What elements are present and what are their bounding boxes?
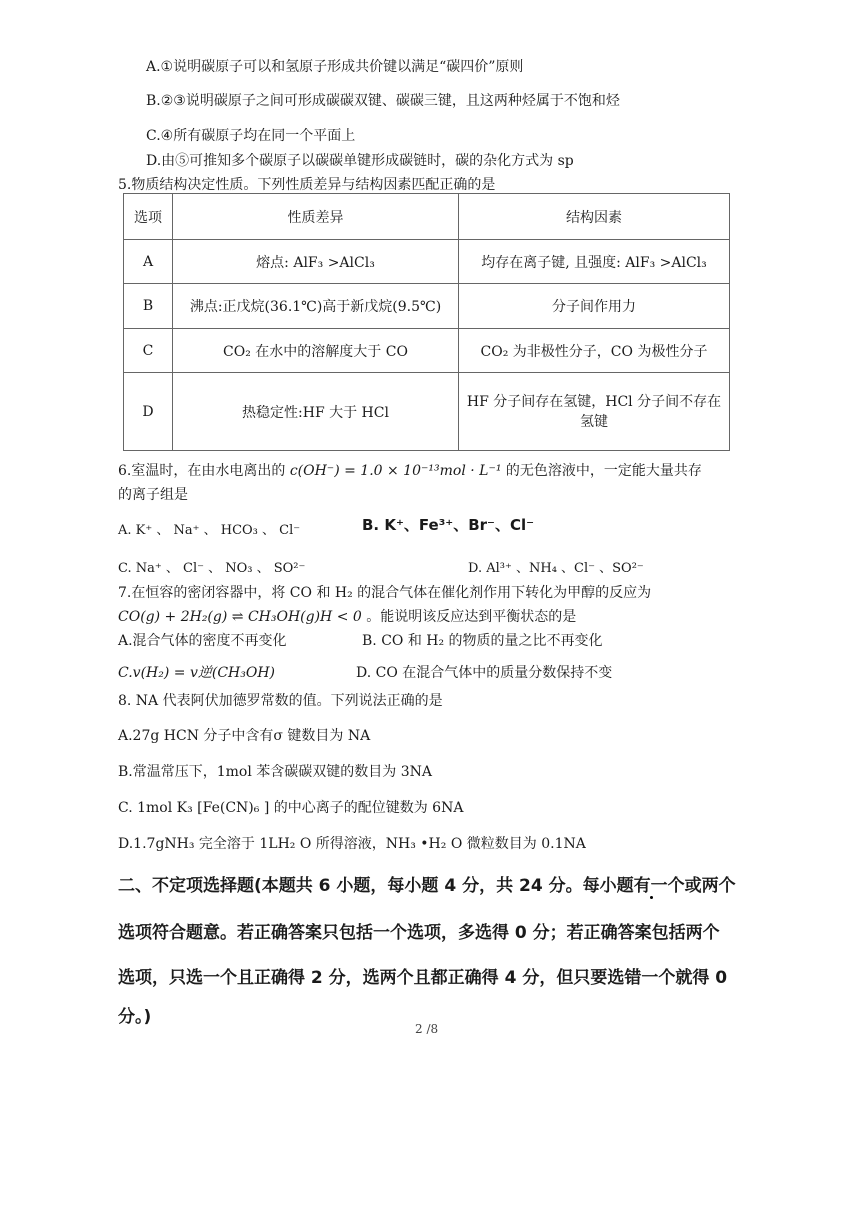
q6-formula: c(OH⁻) = 1.0 × 10⁻¹³mol · L⁻¹ [289, 463, 502, 479]
table-row [124, 373, 730, 451]
row-option: B [124, 284, 173, 329]
row-property: 熔点: AlF₃ >AlCl₃ [173, 240, 459, 284]
q4-option-a: A.①说明碳原子可以和氢原子形成共价键以满足“碳四价”原则 [146, 59, 524, 75]
q6-option-c: C. Na⁺ 、 Cl⁻ 、 NO₃ 、 SO²⁻ [118, 561, 306, 576]
row-option: A [124, 240, 173, 284]
section2-line4: 分。) [118, 1007, 152, 1027]
header-cause: 结构因素 [459, 194, 730, 240]
q8-stem: 8. NA 代表阿伏加德罗常数的值。下列说法正确的是 [118, 693, 443, 709]
q6-stem-post: 的无色溶液中，一定能大量共存 [505, 463, 702, 479]
row-property: 沸点:正戊烷(36.1℃)高于新戊烷(9.5℃) [173, 284, 459, 329]
q5-stem: 5.物质结构决定性质。下列性质差异与结构因素匹配正确的是 [118, 177, 496, 193]
q6-option-d: D. Al³⁺ 、NH₄ 、Cl⁻ 、SO²⁻ [468, 561, 644, 576]
q7-option-d: D. CO 在混合气体中的质量分数保持不变 [356, 665, 613, 681]
q8-option-c: C. 1mol K₃ [Fe(CN)₆ ] 的中心离子的配位键数为 6NA [118, 800, 464, 816]
row-cause: 均存在离子键, 且强度: AlF₃ >AlCl₃ [459, 240, 730, 284]
section2-line3: 选项，只选一个且正确得 2 分，选两个且都正确得 4 分，但只要选错一个就得 0 [118, 968, 728, 988]
header-property: 性质差异 [173, 194, 459, 240]
q7-line1: 7.在恒容的密闭容器中，将 CO 和 H₂ 的混合气体在催化剂作用下转化为甲醇的反应为 [118, 585, 652, 601]
q6-stem-pre: 6.室温时，在由水电离出的 [118, 463, 286, 479]
header-option: 选项 [124, 194, 173, 240]
q6-option-b: B. K⁺、Fe³⁺、Br⁻、Cl⁻ [362, 516, 535, 534]
table-row [124, 240, 730, 284]
section2-line1: 二、不定项选择题(本题共 6 小题，每小题 4 分，共 24 分。每小题有一个或两个 [118, 876, 736, 896]
table-row [124, 284, 730, 329]
page-number: 2 /8 [415, 1022, 439, 1036]
q6-line2: 的离子组是 [118, 487, 188, 503]
q7-option-b: B. CO 和 H₂ 的物质的量之比不再变化 [362, 633, 603, 649]
q4-option-b: B.②③说明碳原子之间可形成碳碳双键、碳碳三键，且这两种烃属于不饱和烃 [146, 93, 620, 109]
q5-table [123, 193, 730, 451]
row-property: 热稳定性:HF 大于 HCl [173, 373, 459, 451]
q6-line1 [118, 460, 702, 480]
q8-option-b: B.常温常压下，1mol 苯含碳碳双键的数目为 3NA [118, 764, 432, 780]
q8-option-a: A.27g HCN 分子中含有σ 键数目为 NA [118, 728, 371, 744]
q4-option-c: C.④所有碳原子均在同一个平面上 [146, 128, 356, 144]
q4-option-d: D.由⑤可推知多个碳原子以碳碳单键形成碳链时，碳的杂化方式为 sp [146, 153, 574, 169]
row-cause: 分子间作用力 [459, 284, 730, 329]
q7-stem-post: 。能说明该反应达到平衡状态的是 [366, 609, 577, 625]
table-row [124, 329, 730, 373]
q6-option-a: A. K⁺ 、 Na⁺ 、 HCO₃ 、 Cl⁻ [118, 523, 301, 538]
table-header-row [124, 194, 730, 240]
q7-option-c: C.v(H₂) = v逆(CH₃OH) [118, 665, 276, 681]
q7-equation: CO(g) + 2H₂(g) ⇌ CH₃OH(g)H < 0 [118, 609, 362, 625]
row-cause-line1: HF 分子间存在氢键，HCl 分子间不存在 [466, 393, 722, 410]
emphasis-dot [650, 896, 653, 899]
q7-option-a: A.混合气体的密度不再变化 [118, 633, 287, 649]
row-cause-line2: 氢键 [580, 413, 608, 430]
q8-option-d: D.1.7gNH₃ 完全溶于 1LH₂ O 所得溶液，NH₃ •H₂ O 微粒数目为 0.1NA [118, 836, 586, 852]
row-property: CO₂ 在水中的溶解度大于 CO [173, 329, 459, 373]
q7-line2 [118, 606, 576, 626]
row-option: D [124, 373, 173, 451]
row-cause: CO₂ 为非极性分子，CO 为极性分子 [459, 329, 730, 373]
row-cause [459, 373, 730, 451]
section2-line2: 选项符合题意。若正确答案只包括一个选项，多选得 0 分；若正确答案包括两个 [118, 923, 720, 943]
row-option: C [124, 329, 173, 373]
